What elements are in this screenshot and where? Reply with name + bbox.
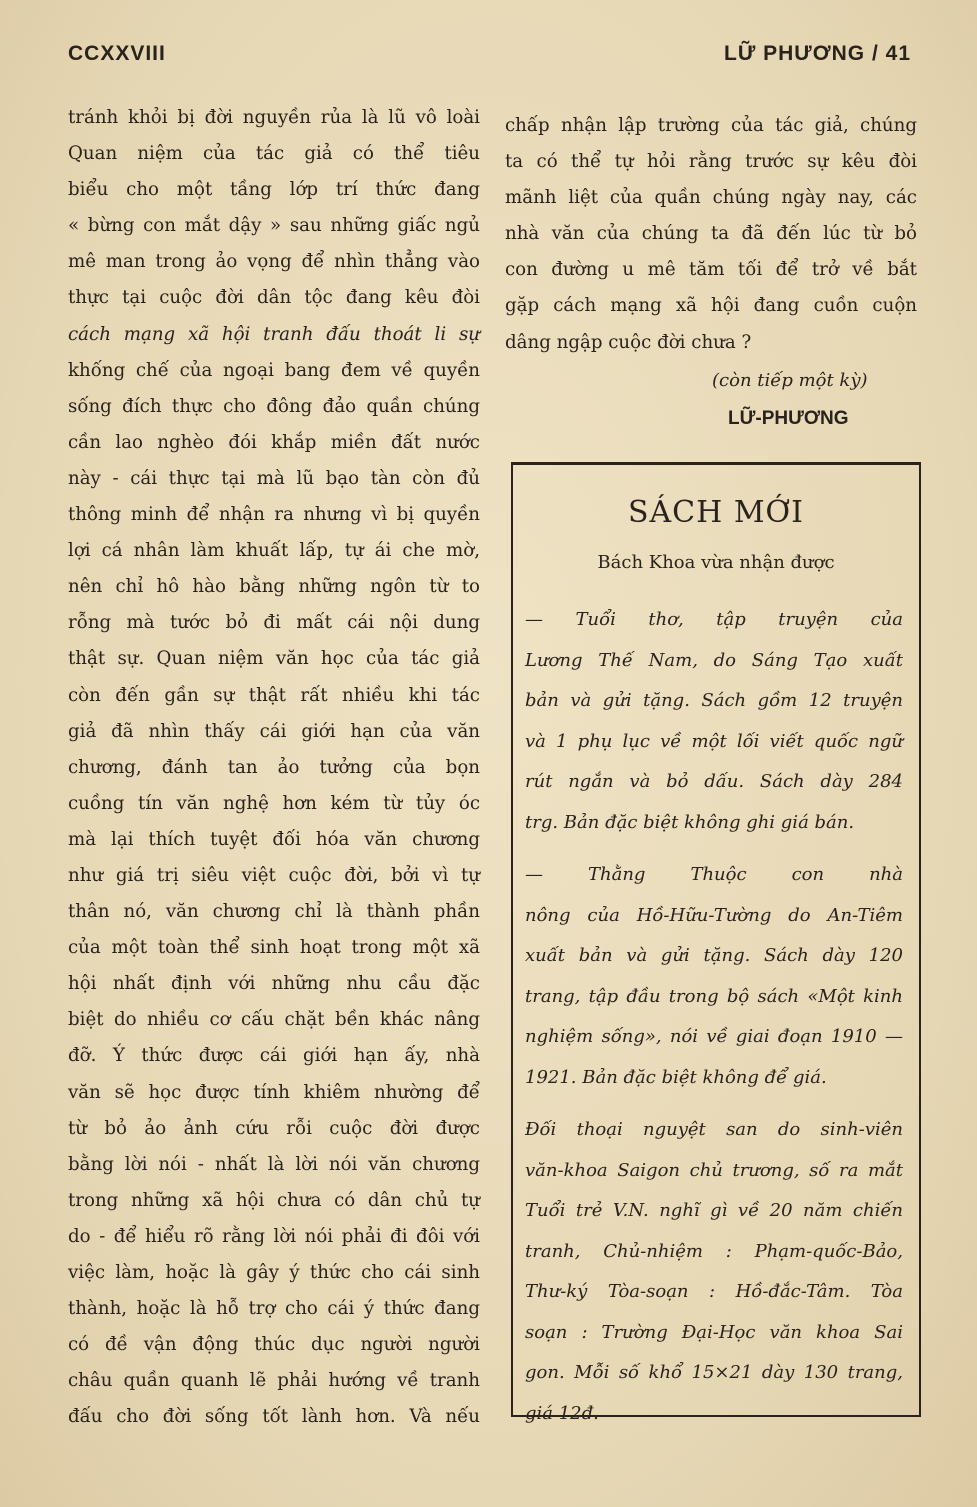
text-line: thực tại cuộc đời dân tộc đang kêu đòi [68,287,480,309]
book-entry-doi-thoai [525,1110,903,1434]
text-line: thành, hoặc là hỗ trợ cho cái ý thức đang [68,1298,480,1320]
entry-line: trang, tập đầu trong bộ sách «Một kinh [525,985,903,1007]
text-line: biệt do nhiều cơ cấu chặt bền khác nâng [68,1009,480,1031]
text-line: mãnh liệt của quần chúng ngày nay, các [505,187,917,209]
text-line: sống đích thực cho đông đảo quần chúng [68,395,480,417]
entry-line: tranh, Chủ-nhiệm : Phạm-quốc-Bảo, [525,1240,903,1262]
text-line: mà lại thích tuyệt đối hóa văn chương [68,828,480,850]
text-line: việc làm, hoặc là gây ý thức cho cái sinh [68,1262,480,1283]
text-line: còn đến gần sự thật rất nhiều khi tác [68,684,480,706]
new-books-box [511,462,921,1424]
entry-line: xuất bản và gửi tặng. Sách dày 120 [525,945,903,966]
text-line: chấp nhận lập trường của tác giả, chúng [505,115,917,136]
text-line: ta có thể tự hỏi rằng trước sự kêu đòi [505,151,917,173]
entry-line: nghiệm sống», nói về giai đoạn 1910 — [525,1026,903,1047]
text-line: lợi cá nhân làm khuất lấp, tự ái che mờ, [68,540,480,562]
text-line: « bừng con mắt dậy » sau những giấc ngủ [68,215,480,237]
text-line: tránh khỏi bị đời nguyền rủa là lũ vô loài [68,107,480,128]
text-line: từ bỏ ảo ảnh cứu rỗi cuộc đời được [68,1117,480,1139]
entry-line: Thư-ký Tòa-soạn : Hồ-đắc-Tâm. Tòa [525,1281,903,1302]
text-line: cần lao nghèo đói khắp miền đất nước [68,431,480,453]
continued-note: (còn tiếp một kỳ) [712,370,868,391]
left-text-column [68,100,480,1435]
entry-line: — Tuổi thơ, tập truyện của [525,609,903,630]
text-line: đỡ. Ý thức được cái giới hạn ấy, nhà [68,1045,480,1067]
entry-line: — Thằng Thuộc con nhà [525,864,903,885]
entry-line: Tuổi trẻ V.N. nghĩ gì về 20 năm chiến [525,1200,903,1221]
text-line: gặp cách mạng xã hội đang cuồn cuộn [505,295,917,317]
text-line: thông minh để nhận ra nhưng vì bị quyền [68,504,480,526]
text-line: biểu cho một tầng lớp trí thức đang [68,179,480,201]
book-entry-tuoi-tho [525,600,903,843]
text-line: văn sẽ học được tính khiêm nhường để [68,1081,480,1103]
text-line: của một toàn thể sinh hoạt trong một xã [68,937,480,959]
text-line: chương, đánh tan ảo tưởng của bọn [68,756,480,778]
text-line: khống chế của ngoại bang đem về quyền [68,359,480,381]
text-line: do - để hiểu rõ rằng lời nói phải đi đôi với [68,1225,480,1247]
text-line: cuồng tín văn nghệ hơn kém từ tủy óc [68,792,480,814]
text-line: đấu cho đời sống tốt lành hơn. Và nếu [68,1406,480,1428]
text-line: Quan niệm của tác giả có thể tiêu [68,143,480,165]
entry-line: Đối thoại nguyệt san do sinh-viên [525,1119,903,1140]
text-line: con đường u mê tăm tối để trở về bắt [505,259,917,281]
text-line: cách mạng xã hội tranh đấu thoát li sự [68,323,480,345]
text-line: mê man trong ảo vọng để nhìn thẳng vào [68,251,480,273]
text-line: rỗng mà tước bỏ đi mất cái nội dung [68,612,480,634]
text-line: trong những xã hội chưa có dân chủ tự [68,1189,480,1211]
entry-line: rút ngắn và bỏ dấu. Sách dày 284 [525,771,903,792]
text-line: giả đã nhìn thấy cái giới hạn của văn [68,720,480,742]
text-line: này - cái thực tại mà lũ bạo tàn còn đủ [68,467,480,489]
page-header-author-page-number: LỮ PHƯƠNG / 41 [724,42,911,65]
text-line: thật sự. Quan niệm văn học của tác giả [68,648,480,670]
entry-line: Lương Thế Nam, do Sáng Tạo xuất [525,649,903,671]
text-line: nhà văn của chúng ta đã đến lúc từ bỏ [505,223,917,245]
text-line: như giá trị siêu việt cuộc đời, bởi vì tự [68,864,480,886]
book-entry-thang-thuoc [525,855,903,1098]
text-line: hội nhất định với những nhu cầu đặc [68,973,480,995]
new-books-entries [525,600,903,1446]
new-books-title: SÁCH MỚI [627,495,805,530]
new-books-subtitle: Bách Khoa vừa nhận được [597,552,835,573]
entry-line: trg. Bản đặc biệt không ghi giá bán. [525,811,855,833]
entry-line: bản và gửi tặng. Sách gồm 12 truyện [525,690,903,711]
entry-line: soạn : Trường Đại-Học văn khoa Sai [525,1321,903,1343]
text-line: bằng lời nói - nhất là lời nói văn chương [68,1153,480,1175]
entry-line: và 1 phụ lục về một lối viết quốc ngữ [525,730,903,752]
text-line: châu quần quanh lẽ phải hướng về tranh [68,1370,480,1392]
entry-line: văn-khoa Saigon chủ trương, số ra mắt [525,1159,903,1181]
entry-line: nông của Hồ-Hữu-Tường do An-Tiêm [525,904,903,926]
right-text-column [505,108,917,361]
page-header-roman-numeral: CCXXVIII [68,42,166,65]
text-line: dâng ngập cuộc đời chưa ? [505,331,752,353]
text-line: có đề vận động thúc dục người người [68,1334,480,1356]
text-line: thân nó, văn chương chỉ là thành phần [68,901,480,923]
entry-line: giá 12đ. [525,1402,599,1424]
text-line: nên chỉ hô hào bằng những ngôn từ to [68,576,480,598]
entry-line: 1921. Bản đặc biệt không để giá. [525,1066,827,1088]
author-signature: LỮ-PHƯƠNG [728,408,849,429]
entry-line: gon. Mỗi số khổ 15×21 dày 130 trang, [525,1362,903,1383]
